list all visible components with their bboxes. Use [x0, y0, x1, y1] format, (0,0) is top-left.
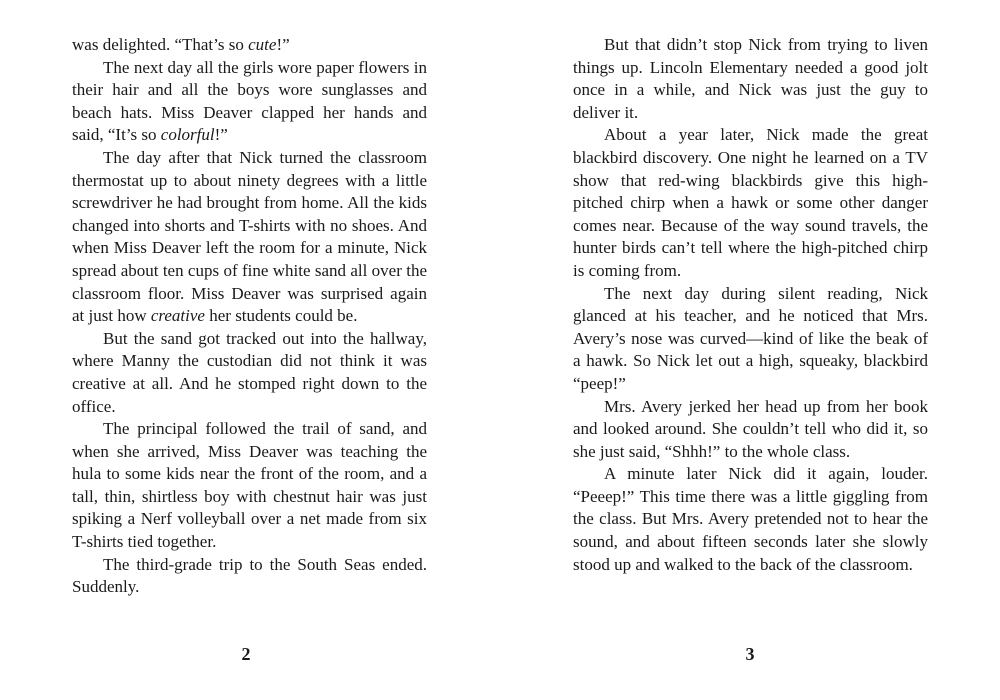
paragraph [573, 34, 928, 124]
text-run: !” [214, 125, 228, 145]
paragraph [573, 124, 928, 282]
paragraph [72, 34, 427, 57]
right-page-text [573, 34, 928, 576]
left-page-text [72, 34, 427, 599]
text-run: But the sand got tracked out into the hallway, where Manny the custodian did not think it was creative at all. And he stomped right down to the office. [72, 328, 427, 416]
text-run: The next day during silent reading, Nick glanced at his teacher, and he noticed that Mrs. Avery’s nose was curved—kind of like the beak of a hawk. So Nick let out a high, squeaky, blackbird “peep!” [573, 283, 928, 393]
paragraph [573, 396, 928, 464]
text-run: was delighted. “That’s so [72, 35, 249, 54]
paragraph [72, 418, 427, 554]
page-number-left: 2 [241, 644, 251, 664]
text-run: About a year later, Nick made the great blackbird discovery. One night he learned on a TV show that red-wing blackbirds give this high-pitched chirp when a hawk or some other danger comes near. Because of the way sound travels, the hunter birds can’t tell where the high-pitched chirp is coming from. [573, 125, 928, 280]
text-run: !” [276, 35, 290, 54]
paragraph [573, 283, 928, 396]
paragraph [72, 554, 427, 599]
italic-text: colorful [160, 125, 215, 145]
text-run: her students could be. [204, 306, 358, 326]
text-run: But that didn’t stop Nick from trying to liven things up. Lincoln Elementary needed a good jolt once in a while, and Nick was just the guy to deliver it. [573, 35, 928, 122]
text-run: The third-grade trip to the South Seas ended. Suddenly. [72, 554, 427, 597]
page-number-right: 3 [745, 644, 755, 664]
text-run: Mrs. Avery jerked her head up from her book and looked around. She couldn’t tell who did it, so she just said, “Shhh!” to the whole class. [573, 396, 928, 461]
text-run: A minute later Nick did it again, louder. “Peeep!” This time there was a little giggling from the class. But Mrs. Avery pretended not to hear the sound, and about fifteen seconds later she slowly stood up and walked to the back of the classroom. [573, 464, 928, 574]
italic-text: cute [248, 35, 277, 54]
text-run: The day after that Nick turned the classroom thermostat up to about ninety degrees with a little screwdriver he had brought from home. All the kids changed into shorts and T-shirts with no shoes. And when Miss Deaver left the room for a minute, Nick spread about ten cups of fine white sand all over the classroom floor. Miss Deaver was surprised again at just how [72, 147, 427, 326]
italic-text: creative [150, 306, 205, 326]
paragraph [72, 57, 427, 147]
paragraph [72, 328, 427, 418]
text-run: The next day all the girls wore paper flowers in their hair and all the boys wore sunglasses and beach hats. Miss Deaver clapped her hands and said, “It’s so [72, 57, 427, 145]
paragraph [72, 147, 427, 328]
paragraph [573, 463, 928, 576]
text-run: The principal followed the trail of sand, and when she arrived, Miss Deaver was teaching the hula to some kids near the front of the room, and a tall, thin, shirtless boy with chestnut hair was just spiking a Nerf volleyball over a net made from six T-shirts tied together. [72, 419, 427, 552]
